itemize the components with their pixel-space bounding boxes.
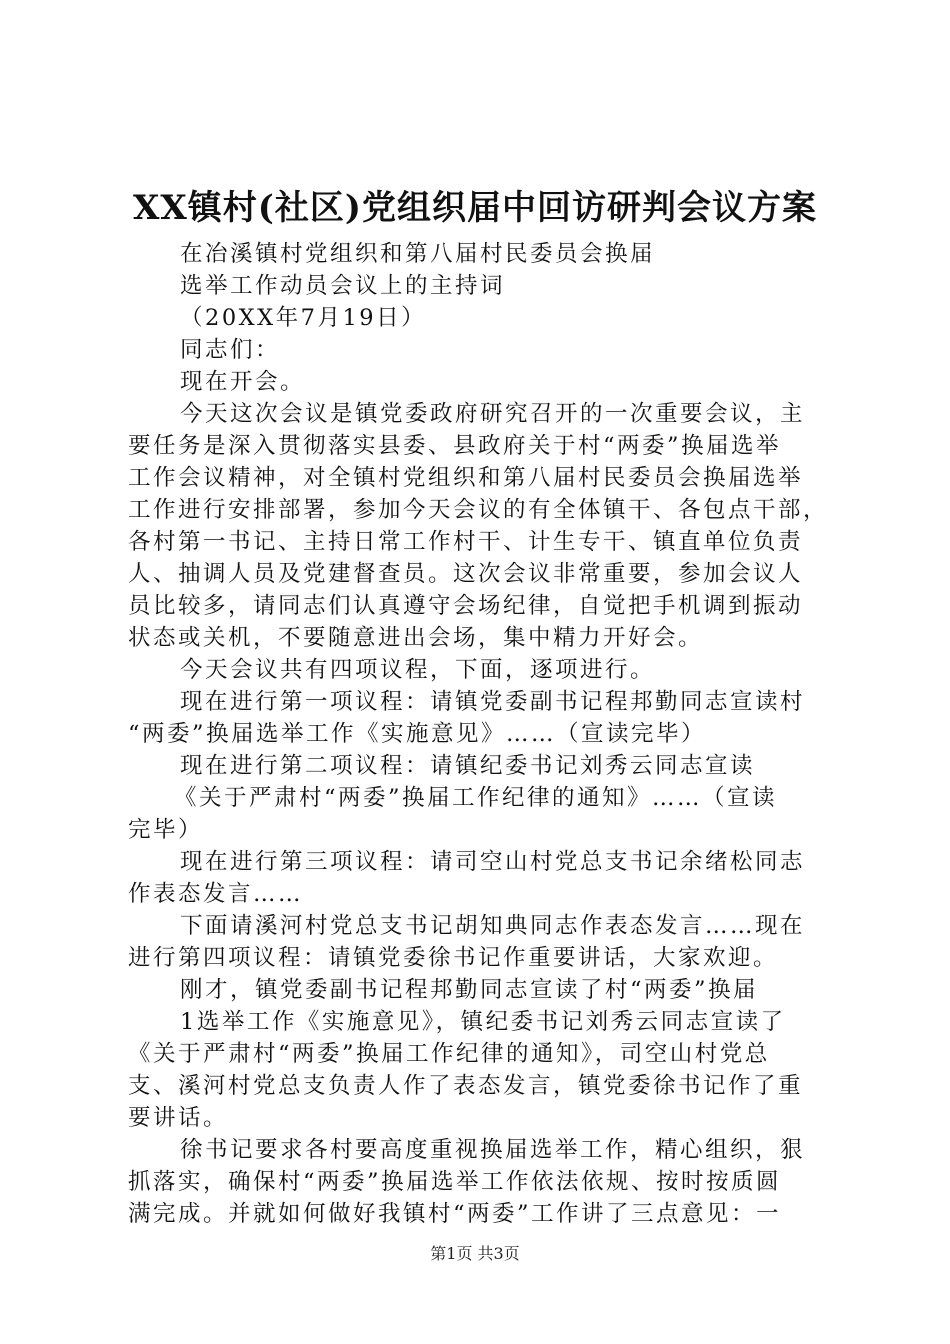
body-line: 完毕）: [128, 817, 204, 843]
body-line: 现在进行第三项议程：请司空山村党总支书记余绪松同志: [180, 849, 806, 875]
body-line: （20XX年7月19日）: [180, 305, 427, 331]
body-line: 今天这次会议是镇党委政府研究召开的一次重要会议，主: [180, 401, 806, 427]
body-line: 要讲话。: [128, 1105, 229, 1131]
body-line: 现在开会。: [180, 369, 306, 395]
body-line: 员比较多，请同志们认真遵守会场纪律，自觉把手机调到振动: [128, 593, 804, 619]
body-line: 工作进行安排部署，参加今天会议的有全体镇干、各包点干部，: [128, 497, 829, 523]
document-title: XX镇村(社区)党组织届中回访研判会议方案: [133, 188, 817, 228]
body-line: 状态或关机，不要随意进出会场，集中精力开好会。: [128, 625, 704, 651]
body-line: 作表态发言……: [128, 881, 304, 907]
body-line: 工作会议精神，对全镇村党组织和第八届村民委员会换届选举: [128, 465, 804, 491]
body-line: 下面请溪河村党总支书记胡知典同志作表态发言……现在: [180, 913, 806, 939]
body-line: 满完成。并就如何做好我镇村“两委”工作讲了三点意见：一: [128, 1201, 782, 1227]
document-body: [128, 238, 834, 1230]
page-footer: 第1页 共3页: [430, 1244, 520, 1263]
body-line: 徐书记要求各村要高度重视换届选举工作，精心组织，狠: [180, 1137, 806, 1163]
body-line: 《关于严肃村“两委”换届工作纪律的通知》，司空山村党总: [128, 1041, 770, 1067]
body-line: 1选举工作《实施意见》，镇纪委书记刘秀云同志宣读了: [180, 1009, 786, 1035]
body-line: 进行第四项议程：请镇党委徐书记作重要讲话，大家欢迎。: [128, 945, 779, 971]
body-line: 今天会议共有四项议程，下面，逐项进行。: [180, 657, 656, 683]
body-line: 要任务是深入贯彻落实县委、县政府关于村“两委”换届选举: [128, 433, 782, 459]
body-line: 抓落实，确保村“两委”换届选举工作依法依规、按时按质圆: [128, 1169, 782, 1195]
body-line: 各村第一书记、主持日常工作村干、计生专干、镇直单位负责: [128, 529, 804, 555]
body-line: 在冶溪镇村党组织和第八届村民委员会换届: [180, 241, 656, 267]
body-line: 人、抽调人员及党建督查员。这次会议非常重要，参加会议人: [128, 561, 804, 587]
body-line: 现在进行第一项议程：请镇党委副书记程邦勤同志宣读村: [180, 689, 806, 715]
body-line: 支、溪河村党总支负责人作了表态发言，镇党委徐书记作了重: [128, 1073, 804, 1099]
body-line: 《关于严肃村“两委”换届工作纪律的通知》……（宣读: [174, 785, 778, 811]
body-line: “两委”换届选举工作《实施意见》……（宣读完毕）: [128, 721, 707, 747]
body-line: 刚才，镇党委副书记程邦勤同志宣读了村“两委”换届: [180, 977, 759, 1003]
body-line: 同志们：: [180, 337, 281, 363]
body-line: 选举工作动员会议上的主持词: [180, 273, 506, 299]
body-line: 现在进行第二项议程：请镇纪委书记刘秀云同志宣读: [180, 753, 756, 779]
